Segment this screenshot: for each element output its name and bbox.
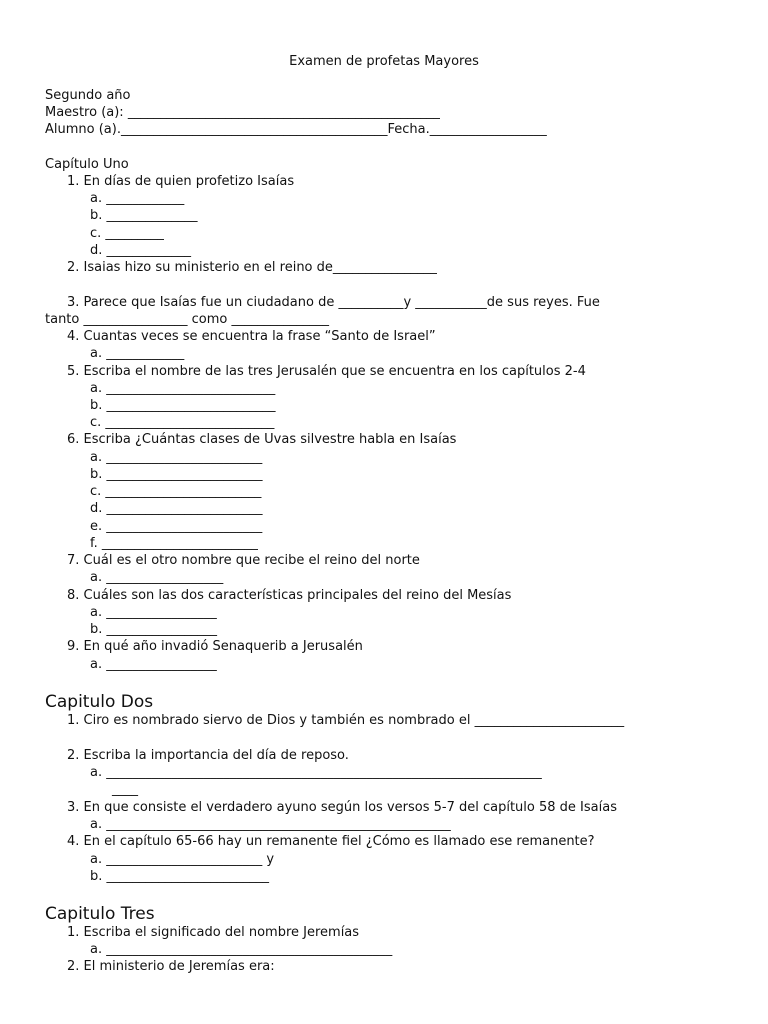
- answer-line: b. __________________________: [90, 398, 276, 413]
- question: 3. Parece que Isaías fue un ciudadano de __________y ___________de sus reyes. Fue: [67, 295, 600, 310]
- answer-line: d. ________________________: [90, 501, 263, 516]
- answer-line-continuation: ____: [112, 782, 138, 797]
- answer-line: a. _________________: [90, 657, 217, 672]
- answer-line: c. _________: [90, 226, 164, 241]
- question-continuation: tanto ________________ como _______________: [45, 312, 329, 327]
- question: 2. El ministerio de Jeremías era:: [67, 959, 275, 974]
- answer-line: e. ________________________: [90, 519, 263, 534]
- answer-line: a. ___________________________________________________________________: [90, 765, 542, 780]
- answer-line: a. __________________: [90, 570, 224, 585]
- answer-line: a. ____________: [90, 346, 185, 361]
- question: 9. En qué año invadió Senaquerib a Jerusalén: [67, 639, 363, 654]
- answer-line: a. ________________________ y: [90, 852, 275, 867]
- question: 4. En el capítulo 65-66 hay un remanente fiel ¿Cómo es llamado ese remanente?: [67, 834, 595, 849]
- answer-line: a. _________________: [90, 605, 217, 620]
- answer-line: b. ________________________: [90, 467, 263, 482]
- answer-line: a. ________________________: [90, 450, 263, 465]
- answer-line: b. ______________: [90, 208, 198, 223]
- question: 7. Cuál es el otro nombre que recibe el reino del norte: [67, 553, 420, 568]
- chapter-three-heading: Capitulo Tres: [45, 904, 155, 924]
- question: 1. Ciro es nombrado siervo de Dios y también es nombrado el _______________________: [67, 713, 625, 728]
- year-label: Segundo año: [45, 88, 131, 103]
- answer-line: d. _____________: [90, 243, 192, 258]
- question: 2. Isaias hizo su ministerio en el reino de________________: [67, 260, 437, 275]
- answer-line: a. __________________________: [90, 381, 276, 396]
- chapter-one-heading: Capítulo Uno: [45, 157, 129, 172]
- answer-line: b. _________________: [90, 622, 218, 637]
- question: 2. Escriba la importancia del día de reposo.: [67, 748, 349, 763]
- question: 4. Cuantas veces se encuentra la frase “Santo de Israel”: [67, 329, 436, 344]
- answer-line: c. ________________________: [90, 484, 262, 499]
- teacher-field: Maestro (a): ________________________________________________: [45, 105, 440, 120]
- answer-line: a. ____________: [90, 191, 185, 206]
- question: 3. En que consiste el verdadero ayuno según los versos 5-7 del capítulo 58 de Isaías: [67, 800, 617, 815]
- chapter-two-heading: Capitulo Dos: [45, 692, 154, 712]
- question: 1. Escriba el significado del nombre Jeremías: [67, 925, 360, 940]
- question: 5. Escriba el nombre de las tres Jerusalén que se encuentra en los capítulos 2-4: [67, 364, 586, 379]
- question: 6. Escriba ¿Cuántas clases de Uvas silvestre habla en Isaías: [67, 432, 457, 447]
- student-date-field: Alumno (a)._________________________________________Fecha.__________________: [45, 122, 547, 137]
- answer-line: c. __________________________: [90, 415, 275, 430]
- answer-line: a. ____________________________________________: [90, 942, 393, 957]
- exam-title: Examen de profetas Mayores: [289, 54, 479, 69]
- answer-line: b. _________________________: [90, 869, 270, 884]
- answer-line: f. ________________________: [90, 536, 258, 551]
- answer-line: a. _____________________________________________________: [90, 817, 451, 832]
- question: 1. En días de quien profetizo Isaías: [67, 174, 295, 189]
- question: 8. Cuáles son las dos características principales del reino del Mesías: [67, 588, 512, 603]
